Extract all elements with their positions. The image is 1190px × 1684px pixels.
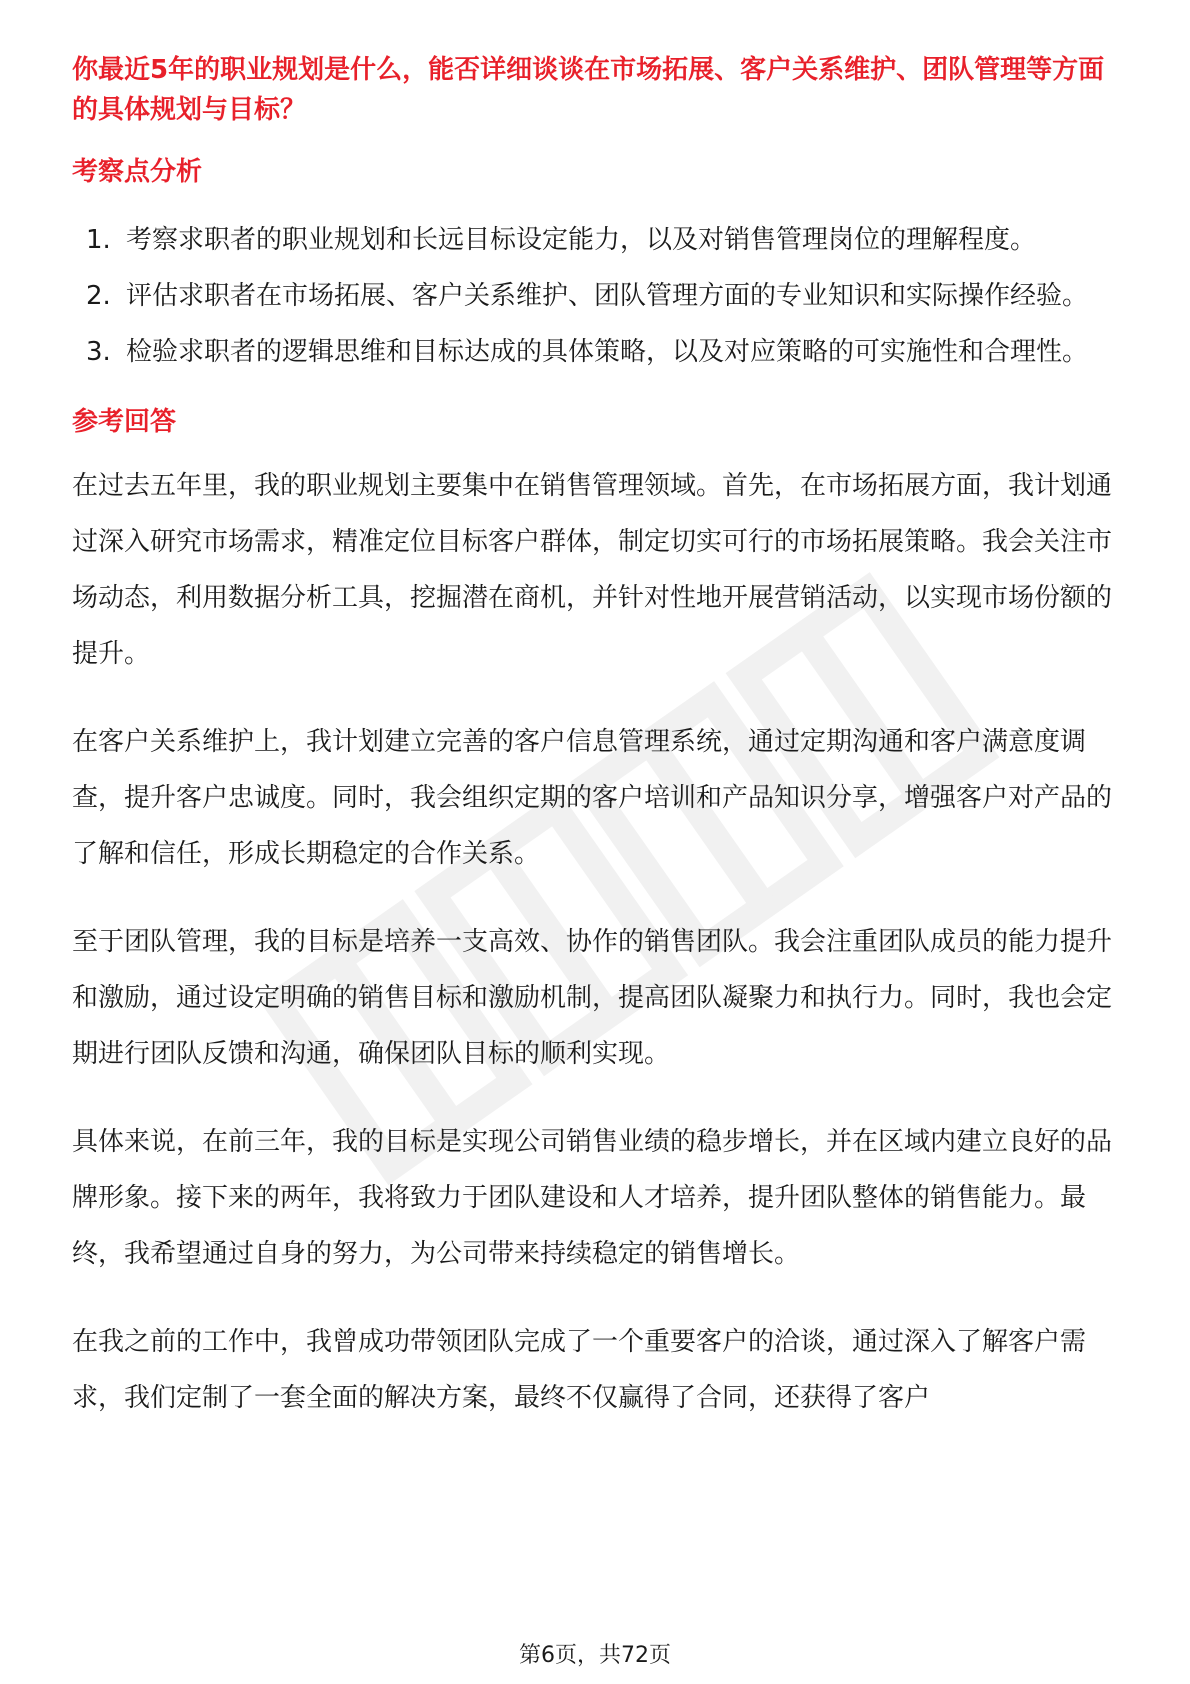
page-number: 第6页，共72页	[519, 1643, 671, 1668]
list-item-text: 检验求职者的逻辑思维和目标达成的具体策略，以及对应策略的可实施性和合理性。	[126, 337, 1089, 367]
answer-title: 参考回答	[72, 407, 177, 437]
analysis-title: 考察点分析	[72, 157, 203, 187]
answer-paragraph: 在过去五年里，我的职业规划主要集中在销售管理领域。首先，在市场拓展方面，我计划通过深入研究市场需求，精准定位目标客户群体，制定切实可行的市场拓展策略。我会关注市场动态，利用数据分析工具，挖掘潜在商机，并针对性地开展营销活动，以实现市场份额的提升。	[72, 471, 1113, 669]
list-item	[72, 268, 1118, 324]
list-item	[72, 324, 1118, 380]
document-page	[72, 50, 1118, 1426]
question-heading: 你最近5年的职业规划是什么，能否详细谈谈在市场拓展、客户关系维护、团队管理等方面的具体规划与目标？	[72, 55, 1105, 125]
analysis-list	[72, 212, 1118, 380]
list-item-number: 3.	[86, 337, 111, 367]
answer-paragraph: 在客户关系维护上，我计划建立完善的客户信息管理系统，通过定期沟通和客户满意度调查，提升客户忠诚度。同时，我会组织定期的客户培训和产品知识分享，增强客户对产品的了解和信任，形成长期稳定的合作关系。	[72, 727, 1113, 869]
answer-paragraph: 具体来说，在前三年，我的目标是实现公司销售业绩的稳步增长，并在区域内建立良好的品牌形象。接下来的两年，我将致力于团队建设和人才培养，提升团队整体的销售能力。最终，我希望通过自身的努力，为公司带来持续稳定的销售增长。	[72, 1127, 1113, 1269]
list-item-number: 1.	[86, 225, 111, 255]
list-item-number: 2.	[86, 281, 111, 311]
list-item	[72, 212, 1118, 268]
list-item-text: 考察求职者的职业规划和长远目标设定能力，以及对销售管理岗位的理解程度。	[126, 225, 1037, 255]
list-item-text: 评估求职者在市场拓展、客户关系维护、团队管理方面的专业知识和实际操作经验。	[126, 281, 1089, 311]
answer-paragraph: 至于团队管理，我的目标是培养一支高效、协作的销售团队。我会注重团队成员的能力提升和激励，通过设定明确的销售目标和激励机制，提高团队凝聚力和执行力。同时，我也会定期进行团队反馈和沟通，确保团队目标的顺利实现。	[72, 927, 1113, 1069]
answer-paragraph: 在我之前的工作中，我曾成功带领团队完成了一个重要客户的洽谈，通过深入了解客户需求，我们定制了一套全面的解决方案，最终不仅赢得了合同，还获得了客户	[72, 1327, 1087, 1413]
